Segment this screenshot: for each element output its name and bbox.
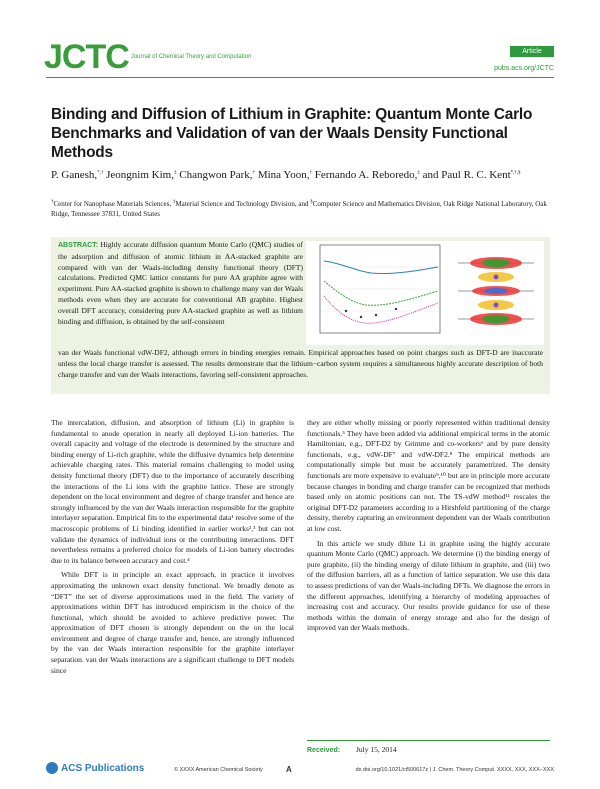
body-paragraph: In this article we study dilute Li in graphite using the highly accurate quantum Monte Carlo (QMC) approach. We determine (i) the binding energy of pure graphite, (ii) the binding energy of dilute lithium in graphite, and (iii) two of the diffusion barriers, all as a function of lattice separation. We use this data to assess predictions of van der Waals-including DFTs. We diagnose the errors in the different approaches, identifying a hierarchy of modeling approaches of increasing cost and accuracy. Our results provide guidance for use of these methods within the domain of energy storage and also for the design of improved van der Waals methods. <box>307 538 550 633</box>
abstract-label: ABSTRACT: <box>58 242 99 249</box>
body-paragraph: While DFT is in principle an exact approach, in practice it involves approximating the unknown exact density functional. We broadly denote as “DFT” the set of diverse approximations used in the field. The variety of approximations within DFT has introduced empiricism in the choice of the functional, which should be avoided to achieve predictive power. The approximation of DFT chosen is strongly dependent on the on the local environment and degree of charge transfer and, hence, are strongly influenced by the van der Waals interaction responsible for the graphite interlayer separation. van der Waals interactions are a significant challenge to DFT models since <box>51 570 294 675</box>
lattice-visual <box>456 249 536 333</box>
toc-graphic-svg <box>306 241 544 345</box>
journal-url-link[interactable]: pubs.acs.org/JCTC <box>494 65 554 72</box>
author[interactable]: P. Ganesh,*,† <box>51 169 104 181</box>
journal-logo <box>44 40 251 74</box>
paper-title: Binding and Diffusion of Lithium in Graphite: Quantum Monte Carlo Benchmarks and Validation of van der Waals Density Functional Methods <box>51 106 533 161</box>
body-paragraph: The intercalation, diffusion, and absorption of lithium (Li) in graphite is fundamental to anode operation in nearly all deployed Li-ion batteries. The overall capacity and voltage of the electrode is determined by the structure and binding energy of Li-rich graphite, while the diffusive dynamics help determine achievable charging rates. This material remains challenging to model using density functional theory (DFT) due to the importance of accurately describing the interactions of the Li ions with the graphite lattice. These are strongly dependent on the local environment and degree of charge transfer and hence are strongly influenced by the van der Waals interaction responsible for the graphite interlayer separation. Empirical fits to the experimental data¹ resolve some of the macroscopic problems of Li binding identified in earlier works²,³ but can not validate the dynamics of individual ions or the contributing interactions. DFT nevertheless remains a preferred choice for models of Li-ion battery electrodes due to its balance between accuracy and cost.⁴ <box>51 418 294 565</box>
received-value: July 15, 2014 <box>355 745 397 754</box>
author[interactable]: Fernando A. Reboredo,‡ <box>314 169 420 181</box>
body-paragraph: they are either wholly missing or poorly represented within traditional density functionals.⁵ They have been added via additional empirical terms in the atomic Hamiltonian, e.g., DFT-D2 by Grimme and co-workers⁶ and by pure density functionals, e.g., vdW-DF⁷ and vdW-DF2.⁸ The empirical methods are computationally simple but must be accurately parametrized. The density functionals are more expensive to evaluate⁹,¹⁰ but are in principle more accurate because changes in bonding and charge transfer can be recognized that methods based only on atomic positions can not. The TS-vdW method¹¹ rescales the original DFT-D2 parameters according to a Hirshfeld partitioning of the charge density, thereby capturing an environment dependent van der Waals contribution at low cost. <box>307 418 550 533</box>
body-column-left <box>51 418 294 680</box>
doi-citation[interactable]: dx.doi.org/10.1021/ct500617z | J. Chem. Theory Comput. XXXX, XXX, XXX−XXX <box>355 767 554 773</box>
author-list <box>51 168 551 183</box>
body-column-right <box>307 418 550 638</box>
logo-text: JCTC <box>44 38 129 76</box>
article-type-badge: Article <box>510 46 554 57</box>
author[interactable]: Jeongnim Kim,‡ <box>106 169 177 181</box>
header-divider <box>46 77 554 78</box>
acs-publications-logo[interactable] <box>46 762 144 774</box>
abstract-text-continued: van der Waals functional vdW-DF2, although errors in binding energies remain. Empirical approaches based on point charges such as DFT-D are inaccurate unless the local charge transfer is assessed. The results demonstrate that the lithium−carbon system requires a simultaneous highly accurate description of both charge transfer and van der Waals interactions, favoring self-consistent approaches. <box>58 348 543 379</box>
page-number: A <box>286 765 292 774</box>
acs-logo-icon <box>46 762 58 774</box>
author[interactable]: and Paul R. C. Kent*,†,§ <box>422 169 521 181</box>
page-footer <box>46 760 554 778</box>
affiliations: †Center for Nanophase Materials Sciences, ‡Material Science and Technology Division, and §Computer Science and Mathematics Division, Oak Ridge National Laboratory, Oak Ridge, Tennessee 37831, United States <box>51 199 547 218</box>
logo-subtitle: Journal of Chemical Theory and Computation <box>130 54 252 60</box>
received-label: Received: <box>307 747 341 754</box>
author[interactable]: Changwon Park,† <box>179 169 256 181</box>
acs-logo-text: ACS Publications <box>61 762 145 774</box>
toc-graphic <box>306 241 544 345</box>
author[interactable]: Mina Yoon,† <box>257 169 312 181</box>
copyright: © XXXX American Chemical Society <box>174 767 263 773</box>
received-date <box>307 740 550 754</box>
abstract-text: ABSTRACT: Highly accurate diffusion quantum Monte Carlo (QMC) studies of the adsorption and diffusion of atomic lithium in AA-stacked graphite are compared with van der Waals-including density functional theory (DFT) calculations. Predicted QMC lattice constants for pure AA graphite agree with experiment. Pure AA-stacked graphite is shown to challenge many van der Waals methods even when they are accurate for conventional AB graphite. Highest overall DFT accuracy, considering pure AA-stacked graphite as well as lithium binding and diffusion, is obtained by the self-consistent <box>58 240 303 326</box>
